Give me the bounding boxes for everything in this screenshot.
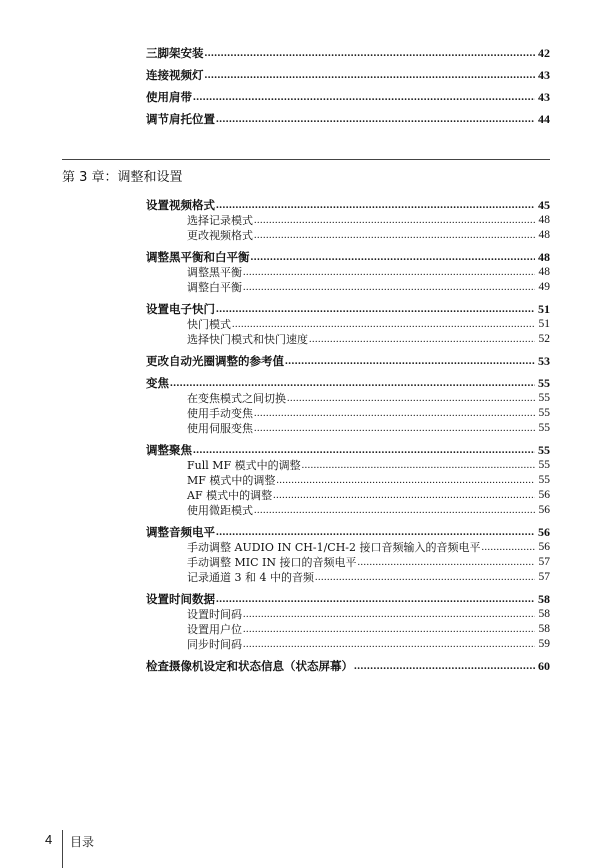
toc-section-page: 55	[538, 376, 550, 390]
toc-section-title: 检查摄像机设定和状态信息（状态屏幕）	[146, 659, 353, 673]
dot-leader	[254, 228, 535, 243]
toc-subentry-title: Full MF 模式中的调整	[187, 459, 301, 472]
toc-subentry-title: 调整黑平衡	[187, 266, 242, 279]
dot-leader	[357, 555, 535, 570]
toc-subentry[interactable]	[146, 488, 550, 503]
toc-subentry[interactable]	[146, 332, 550, 347]
toc-section[interactable]	[146, 592, 550, 607]
toc-subentry-title: 使用手动变焦	[187, 407, 253, 420]
dot-leader	[243, 622, 535, 637]
dot-leader	[243, 637, 535, 652]
toc-subentry[interactable]	[146, 540, 550, 555]
dot-leader	[243, 607, 535, 622]
toc-entry[interactable]	[146, 46, 550, 61]
toc-section-page: 60	[538, 659, 550, 673]
dot-leader	[254, 421, 535, 436]
dot-leader	[251, 249, 536, 265]
toc-subentry[interactable]	[146, 458, 550, 473]
toc-subentry-title: 使用伺服变焦	[187, 422, 253, 435]
toc-subentry[interactable]	[146, 607, 550, 622]
toc-entry[interactable]	[146, 112, 550, 127]
toc-subentry[interactable]	[146, 503, 550, 518]
toc-subentry-title: 同步时间码	[187, 638, 242, 651]
toc-section-title: 设置时间数据	[146, 592, 215, 606]
dot-leader	[309, 332, 535, 347]
dot-leader	[315, 570, 535, 585]
toc-subentry[interactable]	[146, 213, 550, 228]
toc-subentry-title: 快门模式	[187, 318, 231, 331]
toc-subentry-title: 选择快门模式和快门速度	[187, 333, 308, 346]
toc-section[interactable]	[146, 250, 550, 265]
dot-leader	[193, 442, 535, 458]
dot-leader	[216, 301, 535, 317]
toc-section[interactable]	[146, 525, 550, 540]
toc-subentry-page: 58	[538, 608, 550, 620]
toc-subentry-title: 设置用户位	[187, 623, 242, 636]
toc-entry-title: 三脚架安装	[146, 46, 204, 60]
toc-subentry-page: 58	[538, 623, 550, 635]
toc-entry-page: 43	[538, 68, 550, 82]
toc-subentry-page: 55	[538, 459, 550, 471]
toc-section-page: 58	[538, 592, 550, 606]
chapter-title: 调整和设置	[117, 170, 183, 185]
footer-section-label: 目录	[70, 835, 95, 849]
toc-entry-page: 44	[538, 112, 550, 126]
toc-subentry-page: 48	[538, 229, 550, 241]
toc-subentry-page: 55	[538, 474, 550, 486]
toc-subentry[interactable]	[146, 570, 550, 585]
toc-section[interactable]	[146, 302, 550, 317]
toc-subentry[interactable]	[146, 637, 550, 652]
toc-subentry-page: 59	[538, 638, 550, 650]
toc-subentry[interactable]	[146, 406, 550, 421]
toc-section-title: 变焦	[146, 376, 169, 390]
toc-subentry-title: 手动调整 MIC IN 接口的音频电平	[187, 556, 357, 569]
toc-section-title: 调整黑平衡和白平衡	[146, 250, 250, 264]
toc-section-title: 设置视频格式	[146, 198, 215, 212]
toc-pre-entries	[146, 46, 550, 127]
dot-leader	[232, 317, 535, 332]
toc-subentry[interactable]	[146, 622, 550, 637]
toc-subentry[interactable]	[146, 228, 550, 243]
toc-subentry[interactable]	[146, 280, 550, 295]
chapter-heading	[62, 166, 183, 185]
footer-divider	[62, 830, 63, 868]
dot-leader	[254, 406, 535, 421]
toc-entry-title: 连接视频灯	[146, 68, 204, 82]
toc-entry-title: 使用肩带	[146, 90, 192, 104]
toc-subentry-title: 手动调整 AUDIO IN CH-1/CH-2 接口音频输入的音频电平	[187, 541, 481, 554]
dot-leader	[482, 540, 535, 555]
toc-section[interactable]	[146, 376, 550, 391]
dot-leader	[254, 213, 535, 228]
toc-subentry-page: 51	[538, 318, 550, 330]
toc-section[interactable]	[146, 354, 550, 369]
toc-subentry[interactable]	[146, 421, 550, 436]
toc-subentry-title: 选择记录模式	[187, 214, 253, 227]
toc-section-title: 更改自动光圈调整的参考值	[146, 354, 284, 368]
dot-leader	[243, 265, 535, 280]
toc-section-title: 设置电子快门	[146, 302, 215, 316]
toc-subentry[interactable]	[146, 317, 550, 332]
dot-leader	[276, 473, 535, 488]
dot-leader	[170, 375, 535, 391]
toc-subentry[interactable]	[146, 265, 550, 280]
toc-section-page: 48	[538, 250, 550, 264]
toc-subentry[interactable]	[146, 391, 550, 406]
dot-leader	[193, 89, 535, 105]
toc-entry[interactable]	[146, 68, 550, 83]
toc-subentry[interactable]	[146, 555, 550, 570]
toc-subentry-title: 调整白平衡	[187, 281, 242, 294]
toc-subentry-title: 记录通道 3 和 4 中的音频	[187, 571, 314, 584]
toc-section-page: 45	[538, 198, 550, 212]
toc-subentry-page: 56	[538, 541, 550, 553]
toc-section[interactable]	[146, 659, 550, 674]
dot-leader	[285, 353, 535, 369]
dot-leader	[302, 458, 535, 473]
toc-entry-title: 调节肩托位置	[146, 112, 215, 126]
toc-subentry-page: 57	[538, 556, 550, 568]
dot-leader	[216, 111, 535, 127]
toc-subentry-title: 更改视频格式	[187, 229, 253, 242]
chapter-number: 第 3 章：	[62, 170, 118, 185]
toc-subentry-page: 52	[538, 333, 550, 345]
toc-entry-page: 43	[538, 90, 550, 104]
toc-subentry-title: AF 模式中的调整	[187, 489, 273, 502]
dot-leader	[205, 67, 536, 83]
toc-section-page: 53	[538, 354, 550, 368]
toc-subentry[interactable]	[146, 473, 550, 488]
dot-leader	[216, 524, 535, 540]
toc-subentry-title: MF 模式中的调整	[187, 474, 276, 487]
toc-subentry-page: 56	[538, 504, 550, 516]
dot-leader	[216, 591, 535, 607]
toc-subentry-page: 55	[538, 392, 550, 404]
toc-entry-page: 42	[538, 46, 550, 60]
toc-subentry-page: 55	[538, 407, 550, 419]
toc-subentry-page: 48	[538, 266, 550, 278]
toc-subentry-page: 48	[538, 214, 550, 226]
dot-leader	[273, 488, 535, 503]
toc-subentry-page: 55	[538, 422, 550, 434]
dot-leader	[216, 197, 535, 213]
dot-leader	[243, 280, 535, 295]
toc-subentry-title: 在变焦模式之间切换	[187, 392, 286, 405]
chapter-divider	[62, 159, 550, 160]
toc-entry[interactable]	[146, 90, 550, 105]
toc-section-page: 56	[538, 525, 550, 539]
toc-subentry-title: 设置时间码	[187, 608, 242, 621]
dot-leader	[354, 658, 535, 674]
toc-subentry-title: 使用微距模式	[187, 504, 253, 517]
toc-subentry-page: 56	[538, 489, 550, 501]
toc-section-page: 51	[538, 302, 550, 316]
page-number: 4	[45, 832, 53, 847]
toc-subentry-page: 49	[538, 281, 550, 293]
toc-section-title: 调整聚焦	[146, 443, 192, 457]
toc-subentry-page: 57	[538, 571, 550, 583]
toc-section[interactable]	[146, 198, 550, 213]
toc-section-title: 调整音频电平	[146, 525, 215, 539]
toc-section-page: 55	[538, 443, 550, 457]
toc-chapter-entries	[146, 198, 550, 674]
dot-leader	[254, 503, 535, 518]
toc-section[interactable]	[146, 443, 550, 458]
dot-leader	[205, 45, 536, 61]
dot-leader	[287, 391, 535, 406]
